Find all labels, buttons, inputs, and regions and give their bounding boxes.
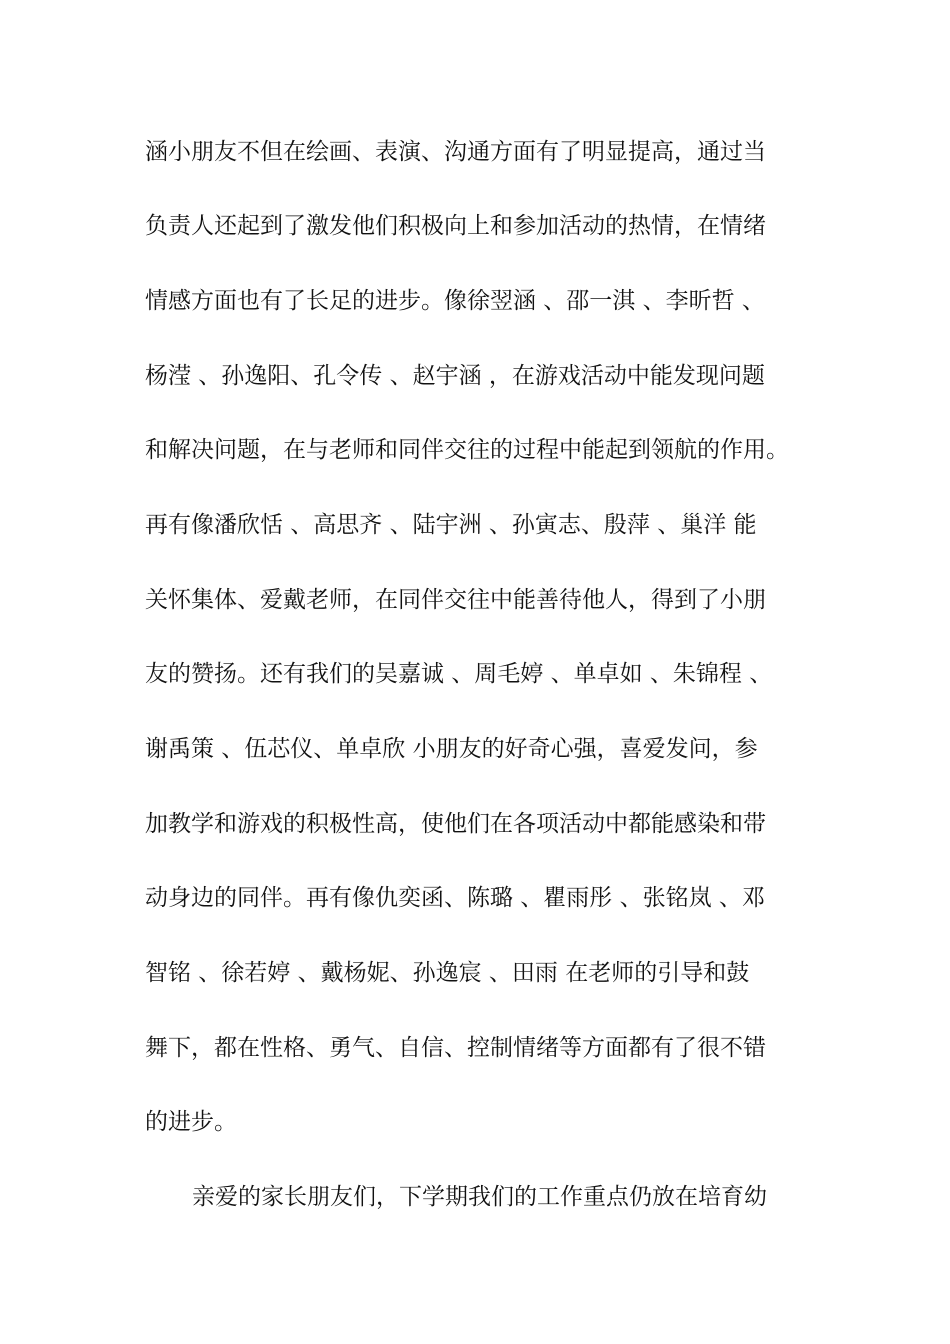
text-line: 再有像潘欣恬 、高思齐 、陆宇洲 、孙寅志、殷萍 、巢洋 能	[145, 512, 757, 538]
text-line: 负责人还起到了激发他们积极向上和参加活动的热情，在情绪	[145, 213, 766, 239]
text-line: 加教学和游戏的积极性高，使他们在各项活动中都能感染和带	[145, 811, 766, 837]
text-line: 友的赞扬。还有我们的吴嘉诚 、周毛婷 、单卓如 、朱锦程 、	[145, 661, 773, 687]
text-line: 杨滢 、孙逸阳、孔令传 、赵宇涵 ，在游戏活动中能发现问题	[145, 363, 765, 389]
text-line: 动身边的同伴。再有像仇奕函、陈璐 、瞿雨彤 、张铭岚 、邓	[145, 885, 765, 911]
text-line: 智铭 、徐若婷 、戴杨妮、孙逸宸 、田雨 在老师的引导和鼓	[145, 960, 750, 986]
text-line: 关怀集体、爱戴老师，在同伴交往中能善待他人，得到了小朋	[145, 587, 766, 613]
paragraph-first-line: 亲爱的家长朋友们，下学期我们的工作重点仍放在培育幼	[192, 1184, 767, 1210]
text-line: 和解决问题，在与老师和同伴交往的过程中能起到领航的作用。	[145, 437, 789, 463]
text-line: 谢禹策 、伍芯仪、单卓欣 小朋友的好奇心强，喜爱发问，参	[145, 736, 758, 762]
text-line: 的进步。	[145, 1109, 237, 1135]
text-line: 涵小朋友不但在绘画、表演、沟通方面有了明显提高，通过当	[145, 139, 766, 165]
text-line: 舞下，都在性格、勇气、自信、控制情绪等方面都有了很不错	[145, 1035, 766, 1061]
text-line: 情感方面也有了长足的进步。像徐翌涵 、邵一淇 、李昕哲 、	[145, 288, 765, 314]
